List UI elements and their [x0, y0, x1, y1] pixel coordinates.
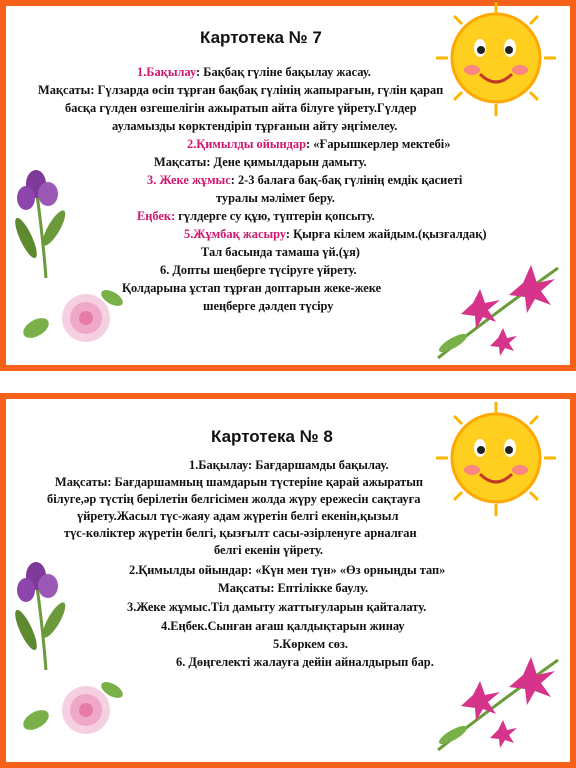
riddle-line — [184, 227, 487, 242]
game-line — [187, 137, 450, 152]
lily-flowers-icon — [428, 248, 568, 366]
riddle-text: : Қырға кілем жайдым.(қызғалдақ) — [285, 227, 487, 241]
ball-line: 6. Допты шеңберге түсіруге үйрету. — [160, 263, 357, 277]
ball-line-c: шеңберге дәлдеп түсіру — [203, 299, 334, 313]
goal-text-1c: ауламызды көрктендіріп тұрғанын айту әңгімелеу. — [112, 119, 398, 133]
individual-work-text: : 2-3 балаға бақ-бақ гүлінің емдік қасиеті — [230, 173, 463, 187]
individual-work-line — [147, 173, 462, 188]
individual-work-label: 3. Жеке жұмыс — [147, 173, 231, 187]
game-line: 2.Қимылды ойындар: «Күн мен түн» «Өз орныңды тап» — [129, 563, 446, 577]
observation-label: 1.Бақылау — [137, 65, 197, 79]
labor-label: Еңбек: — [137, 209, 176, 223]
poem-line: 5.Көркем сөз. — [273, 637, 349, 651]
goal-text-1d: түс-көліктер жүретін белгі, қызғылт сасы-әзірленуге арналған — [64, 526, 417, 540]
observation-text: : Бақбақ гүліне бақылау жасау. — [196, 65, 371, 79]
goal-text-1b: білуге,әр түстің берілетін белгісімен жолда жүру ережесін сақтауға — [47, 492, 421, 506]
card-7-title: Картотека № 7 — [200, 28, 322, 47]
goal-text-2: Мақсаты: Ептілікке баулу. — [218, 581, 369, 595]
riddle-cont: Тал басында тамаша үй.(ұя) — [201, 245, 360, 259]
observation-line: 1.Бақылау: Бағдаршамды бақылау. — [189, 458, 389, 472]
sun-icon — [432, 0, 560, 118]
goal-text-1a: Мақсаты: Бағдаршамның шамдарын түстеріне қарай ажыратып — [55, 475, 424, 489]
goal-text-1c: үйрету.Жасыл түс-жаяу адам жүретін белгі екенін,қызыл — [77, 509, 399, 523]
individual-work-cont: туралы мәлімет беру. — [216, 191, 335, 205]
ball-line-b: Қолдарына ұстап тұрған доптарын жеке-жеке — [122, 281, 382, 295]
individual-work-line: 3.Жеке жұмыс.Тіл дамыту жаттығуларын қайталату. — [127, 600, 427, 614]
goal-text-2: Мақсаты: Дене қимылдарын дамыту. — [154, 155, 367, 169]
observation-line — [137, 65, 371, 80]
lily-flowers-icon — [428, 640, 568, 758]
riddle-label: 5.Жұмбақ жасыру — [184, 227, 286, 241]
goal-text-1a: Мақсаты: Гүлзарда өсіп тұрған бақбақ гүлінің жапырағын, гүлін қарап — [38, 83, 444, 97]
labor-line — [137, 209, 375, 224]
labor-line: 4.Еңбек.Сынған ағаш қалдықтарын жинау — [161, 619, 405, 633]
goal-text-1e: белгі екенін үйрету. — [214, 543, 323, 557]
wheel-line: 6. Дөңгелекті жалауға дейін айналдырып бар. — [176, 655, 434, 669]
goal-text-1b: басқа гүлден өзгешелігін ажыратып айта білуге үйрету.Гүлдер — [65, 101, 417, 115]
flower-bouquet-icon — [6, 560, 126, 760]
card-8-title: Картотека № 8 — [211, 427, 333, 446]
labor-text: гүлдерге су құю, түптерін қопсыту. — [175, 209, 375, 223]
game-label: 2.Қимылды ойындар — [187, 137, 307, 151]
sun-icon — [432, 400, 560, 518]
flower-bouquet-icon — [6, 168, 126, 368]
game-text: : «Ғарышкерлер мектебі» — [306, 137, 451, 151]
